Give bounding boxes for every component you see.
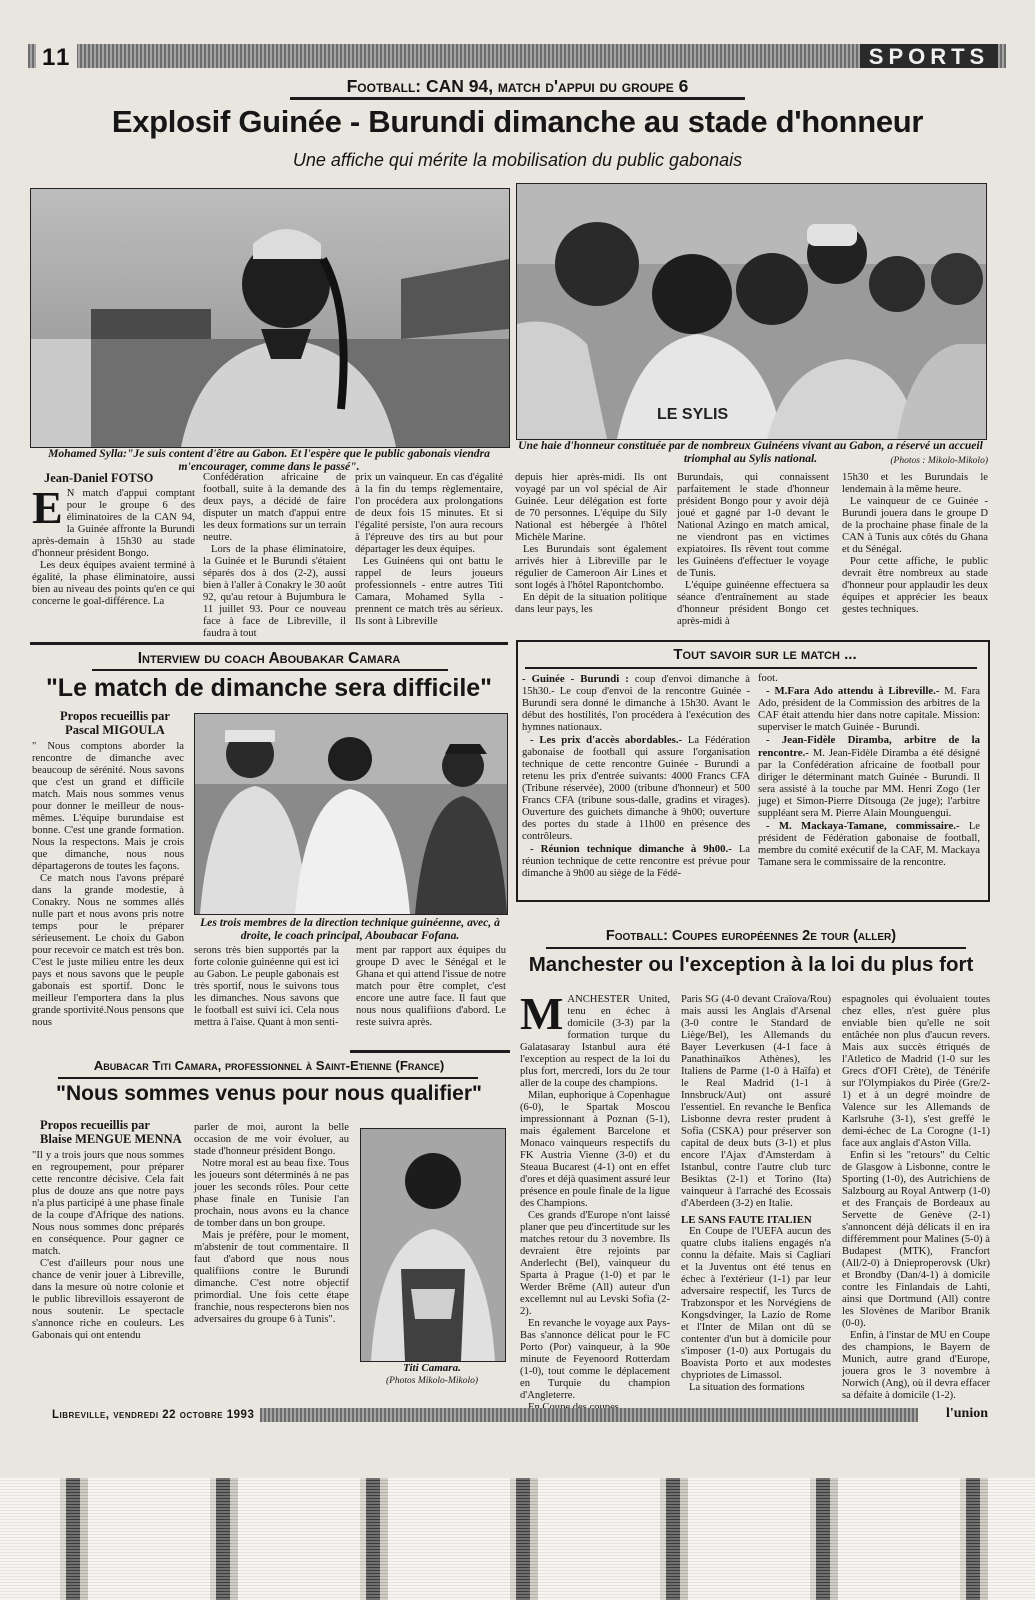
item4-lead: - M.Fara Ado attendu à Libreville.- [766,685,940,697]
photo-scene [195,714,507,914]
europe-col-1-text-b: Milan, euphorique à Copenhague (6-0), le Spartak Moscou impressionnant à Poznan (5-1), mais également Barcelone et Monaco vainqueurs respectifs du FK Austria Vienne (3-0) et du Steaua Bucarest (4-1) ont en effet d'ores et déjà quasiment assuré leur présence en poule finale de la ligue des Champions. [520,1090,670,1209]
coach-col-1 [32,741,184,1049]
titi-col-2-text-c: Mais je préfère, pour le moment, m'abstenir de tout commentaire. Il faut d'abord que nous nous qualifiions contre le Burundi dimanche. C'est notre objectif primordial. Une fois cette étape franchie, nous respecterons bien nos adversaires du groupe 6 à Tunis". [194,1230,349,1325]
divider-left [30,642,508,645]
main-col-3-text-b: Les Guinéens qui ont battu le rappel de leurs joueurs professionnels - entre autres Titi Camara, Mohamed Sylla - prennent ce match très au sérieux. Ils sont à Libreville [355,556,503,627]
coach-col-3-text: ment par rapport aux équipes du groupe D avec le Sénégal et le Ghana et qui attend l'issue de notre match pour être complet, c'est encore une autre face. Il faut que nous nous qualifiions d'abord. Le reste suivra après. [356,945,506,1028]
coach-end-rule [350,1050,510,1053]
coach-byline-label: Propos recueillis par [60,709,170,723]
item5-text: M. Jean-Fidèle Diramba a été désigné par la Confédération africaine de football pour diriger le déterminant match Guinée - Burundi. Il sera assisté à la touche par MM. Henri Zogo (1er juge) et Simon-Pierre Ditsouga (2e juge); l'arbitre suppléant sera M. Pierre Alain Mounguengui. [758,748,980,819]
europe-col-2-text: Paris SG (4-0 devant Craïova/Rou) mais aussi les Anglais d'Arsenal (3-0 contre le Standard de Liège/Bel), les Allemands du Bayer Leverkusen (4-1 face à Panathinaïkos Athènes), les Italiens de Parme (1-0 à Haïfa) et le Real Madrid (1-1 à Innsbruck/Aut) ont assuré l'essentiel. En revanche le Benfica Lisbonne devra rester prudent à Sofia (CSKA) pour préserver son capital de deux buts (3-1) et plus encore l'Ajax d'Amsterdam à Istanbul, contre l'autre club turc Besiktas (2-1) et Torino (Ita) vainqueur à l'arraché des Ecossais d'Aberdeen (3-2) en Italie. [681,994,831,1209]
europe-col-1-text-d: En revanche le voyage aux Pays-Bas s'annonce délicat pour le FC Porto (Por) vainqueur, à la 90e minute de Feyenoord Rotterdam (1-0), tout comme le déplacement en Turquie du champion d'Angleterre. [520,1318,670,1401]
titi-col-1-text: "Il y a trois jours que nous sommes en regroupement, pour préparer cette rencontre décisive. Cela fait plus de douze ans que notre pays n'a plus participé à une phase finale de la coupe d'Afrique des nations. Nous nous sommes donc préparés en conséquence. Pour gagner ce match. [32,1150,184,1257]
main-col-5-text: Burundais, qui connaissent parfaitement le stade d'honneur président Bongo pour y avoir déjà joué et gagné par 1-0 devant le National Azingo en match amical, ne viendront pas en victimes expiatoires. Ils rêvent tout comme les Guinéens d'effectuer le voyage de Tunis. [677,472,829,579]
coach-col-2-text: serons très bien supportés par la forte colonie guinéenne qui est ici au Gabon. Le peuple gabonais est très sportif, nous le suivons tous les dimanches. Nous savons que le football est suivi ici. Cela nous mettra à l'aise. Quant à mon senti- [194,945,339,1028]
titi-kicker-underline [58,1077,478,1079]
main-col-4-text: depuis hier après-midi. Ils ont voyagé par un vol spécial de Air Guinée. Leur délégation est forte de 70 personnes. L'équipe du Sily National est hébergée à l'hôtel Michèle Marine. [515,472,667,543]
europe-col-2-subhead: LE SANS FAUTE ITALIEN [681,1214,812,1226]
europe-col-3 [842,994,990,1401]
item6-text: Le président de Fédération gabonaise de football, membre du comité exécutif de la CAF, M. Mackaya Tamane sera le commissaire de la rencontre. [758,821,981,868]
main-col-2 [203,472,346,638]
titi-title: "Nous sommes venus pour nous qualifier" [56,1082,482,1105]
europe-col-1-text: ANCHESTER United, tenu en échec à domicile (3-3) par la formation turque du Galatasaray Istanbul aura été l'exception au respect de la loi du plus fort, mercredi, lors du 2e tour aller de la coupe des champions. [520,994,670,1089]
europe-col-3-text-b: Enfin si les "retours" du Celtic de Glasgow à Lisbonne, contre le Sporting (1-0), des Autrichiens de Salzbourg au Royal Antwerp (1-0) et des Français de Bordeaux au Servette de Genève (2-1) s'annoncent déjà délicats il en ira différemment pour Malines (5-0) à Budapest (MTK), Francfort (All/2-0) à Dnieproperovsk (Ukr) et Brondby (Dan/4-1) à domicile contre les Finlandais de Lahti, ainsi que Dortmund (All) contre les Slovènes de Maribor Branik (0-0). [842,1150,990,1329]
titi-photo-caption: Titi Camara. [403,1362,461,1374]
coach-col-3 [356,945,506,1053]
main-col-1 [32,482,195,638]
main-col-3 [355,472,503,638]
item1-text: coup d'envoi dimanche à 15h30.- Le coup d'envoi de la rencontre Guinée - Burundi sera donné le dimanche à 15h30. Avant le début des hostilités, l'on procédera à l'exécution des hymnes nationaux. [522,674,751,733]
titi-photo-credit: (Photos Mikolo-Mikolo) [385,1376,479,1386]
europe-col-3-text: espagnoles qui évoluaient toutes chez elles, n'est guère plus enviable bien qu'elle ne soit entâchée non plus d'aucun revers. Mais aux succès étriqués de l'Atletico de Madrid (1-0 sur les Grecs d'OFI Crète), de Ténérife sur l'Olympiakos du Pirée (Gre/2-1) et à un degré moindre de Valence sur les Allemands de Karlsruhe (3-1), s'est greffé le demi-échec de La Corogne (1-1) face aux anglais d'Aston Villa. [842,994,990,1149]
photo-credit-main: (Photos : Mikolo-Mikolo) [890,456,988,466]
main-col-2-text-b: Lors de la phase éliminatoire, la Guinée et le Burundi s'étaient séparés dos à dos (2-2), aussi bien à l'aller à Conakry le 30 août 92, qu'au retour à Bujumbura le 11 juillet 93. Pour ce nouveau face à face de Libreville, il faudra à tout [203,544,346,639]
item1-lead: - Guinée - Burundi : [522,673,629,685]
europe-col-3-text-c: Enfin, à l'instar de MU en Coupe des champions, le Bayern de Munich, autre grand d'Europe, jouera gros le 3 novembre à Norwich (Ang), où il devra effacer sa défaite à domicile (1-2). [842,1330,990,1401]
coach-kicker: Interview du coach Aboubakar Camara [137,650,401,667]
shirt-text: LE SYLIS [657,406,729,423]
titi-col-2-text-b: Notre moral est au beau fixe. Tous les joueurs sont déterminés à ne pas jouer les seconds rôles. Pour cette phase finale en Tunisie l'an prochain, nous avons eu la chance de tomber dans un bon groupe. [194,1158,349,1229]
tout-savoir-rule [525,667,977,669]
photo-scene [517,184,986,439]
coach-col-1-text-b: Ce match nous l'avons préparé dans la grande modestie, à Conakry. Nous ne sommes allés nulle part et nous avons pris notre temps pour le préparer sérieusement. Le choix du Gabon pour recevoir ce match est très bon. C'est le juste milieu entre les deux pays et nous savons que le peuple gabonais est sportif. Donc le meilleur l'emportera dans la plus grande sportivité.Nous pensons que nous [32,873,184,1028]
item2-text: La Fédération gabonaise de football qui assure l'organisation technique de cette rencontre Guinée - Burundi a retenu les prix d'entrée suivants: 4000 Francs CFA (Tribune réservée), 2000 (tribune d'honneur) et 500 Francs CFA (tribune sous-dalle, gradins et virages). Ouverture des guichets dimanche à 9h00; ouverture des portes du stade à 11h00 en présence des contrôleurs. [522,735,751,842]
titi-byline-name: Blaise MENGUE MENNA [40,1132,182,1146]
footer-paper-name: l'union [918,1405,988,1423]
item3-lead: - Réunion technique dimanche à 9h00.- [530,843,732,855]
titi-byline-label: Propos recueillis par [40,1118,150,1132]
europe-title: Manchester ou l'exception à la loi du plus fort [528,953,974,976]
photo-haie-honneur [516,183,987,440]
main-col-1-text: N match d'appui comptant pour le groupe 6 des éliminatoires de la CAN 94, la Guinée affronte la Burundi après-demain à 15h30 au stade d'honneur président Bongo. [32,488,195,559]
tout-savoir-title: Tout savoir sur le match ... [673,646,857,663]
footer-dateline: Libreville, vendredi 22 octobre 1993 [52,1405,260,1423]
main-col-2-text: Confédération africaine de football, suite à la demande des deux pays, a décidé de faire disputer un match d'appui entre les deux formations sur un terrain neutre. [203,472,346,543]
tout-savoir-col-2 [758,673,980,893]
section-label: SPORTS [860,44,998,68]
coach-col-1-text: " Nous comptons aborder la rencontre de dimanche avec beaucoup de sérénité. Nous savons que c'est un grand et difficile match. Mais nous sommes venus pour donner le meilleur de nous-mêmes. L'équipe burundaise est bonne. C'est une grande formation. Nous la respectons. Mais je crois que dimanche, nous nous départagerons de toutes les façons. [32,741,184,872]
europe-dropcap: M [520,988,564,1039]
dropcap: E [32,482,63,533]
coach-photo-caption: Les trois membres de la direction technique guinéenne, avec, à droite, le coach principal, Aboubacar Fofana. [200,916,500,942]
item4-text: M. Fara Ado, président de la Commission des arbitres de la CAF était attendu hier dans notre capitale. Mission: superviser le match Guinée - Burundi. [758,686,980,733]
titi-col-1-text-b: C'est d'ailleurs pour nous une chance de venir jouer à Libreville, dans la mesure où notre colonie et le public librevillois essayeront de nous soutenir. Le spectacle s'annonce riche en couleurs. Les Gabonais qui ont entendu [32,1258,184,1341]
main-col-6-text: 15h30 et les Burundais le lendemain à la même heure. [842,472,988,495]
main-col-3-text: prix un vainqueur. En cas d'égalité à la fin du temps règlementaire, l'on procédera aux prolongations de deux fois 15 minutes. Et si l'égalité persiste, l'on aura recours à l'épreuve des tirs au but pour départager les deux équipes. [355,472,503,555]
main-subtitle: Une affiche qui mérite la mobilisation du public gabonais [292,150,743,170]
titi-col-2-text: parler de moi, auront la belle occasion de me voir évoluer, au stade d'honneur président Bongo. [194,1122,349,1157]
photo-left-caption: Mohamed Sylla:"Je suis content d'être au Gabon. Et l'espère que le public gabonais viendra m'encourager, comme dans le passé". [48,447,490,473]
item3-text: La réunion technique de cette rencontre est prévue pour dimanche à 9h00 au siège de la Fédé- [522,844,750,879]
item2-lead: - Les prix d'accès abordables.- [530,734,683,746]
item6-lead: - M. Mackaya-Tamane, commissaire.- [766,820,960,832]
item5-lead: - Jean-Fidèle Diramba, arbitre de la rencontre.- [758,734,980,759]
titi-col-2 [194,1122,349,1394]
main-col-5-text-b: L'équipe guinéenne effectuera sa séance d'entraînement au stade d'honneur président Bongo cet après-midi à [677,580,829,627]
main-col-6-text-b: Le vainqueur de ce Guinée - Burundi jouera dans le groupe D de la prochaine phase finale de la CAN à Tunis aux côtés du Ghana et du Sénégal. [842,496,988,555]
photo-titi-camara [360,1128,506,1362]
photo-scene [31,189,509,447]
scan-noise [0,1478,1035,1600]
europe-kicker: Football: Coupes européennes 2e tour (aller) [605,928,897,944]
photo-scene [361,1129,505,1361]
photo-right-caption: Une haie d'honneur constituée par de nombreux Guinéens vivant au Gabon, a réservé un accueil triomphal au Sylis national. [518,439,983,465]
coach-col-2 [194,945,339,1053]
europe-col-1 [520,988,670,1401]
main-col-5 [677,472,829,638]
europe-col-2 [681,994,831,1398]
europe-kicker-underline [546,947,966,949]
photo-mohamed-sylla [30,188,510,448]
europe-col-2-text-c: La situation des formations [689,1382,805,1393]
europe-col-2-text-b: En Coupe de l'UEFA aucun des quatre clubs italiens engagés n'a connu la défaite. Mais si Cagliari et la Juventus ont été tenus en échec à l'extérieur (1-1) par leur adversaire respectif, les Turcs de Trabzonspor et les Norvégiens de Kongsdvinger, la Lazio de Rome et l'Inter de Milan ont dû se contenter d'un but à domicile pour s'imposer (1-0) aux Portugais du Boavista Porto et aux modestes chypriotes de Limassol. [681,1226,831,1381]
main-col-6-text-c: Pour cette affiche, le public devrait être nombreux au stade d'honneur pour applaudir les deux équipes et apprécier les beaux gestes techniques. [842,556,988,615]
kicker-underline [290,97,745,100]
photo-direction-technique [194,713,508,915]
main-col-6 [842,472,988,638]
main-col-1-text-b: Les deux équipes avaient terminé à égalité, la phase éliminatoire, aussi bien au niveau des points qu'en ce qui concerne le goal-différence. La [32,560,195,607]
titi-col-1 [32,1150,184,1396]
page-number: 11 [36,44,77,68]
main-col-4-text-b: Les Burundais sont également arrivés hier à Libreville par le régulier de Cameroon Air Lines et sont logés à l'hôtel Rapontchombo. [515,544,667,591]
item3-text-b: foot. [758,673,778,684]
main-kicker: Football: CAN 94, match d'appui du groupe 6 [346,76,689,96]
main-headline: Explosif Guinée - Burundi dimanche au stade d'honneur [111,104,924,139]
coach-kicker-underline [92,669,448,671]
coach-title: "Le match de dimanche sera difficile" [45,674,493,702]
europe-col-1-text-c: Ces grands d'Europe n'ont laissé planer que peu d'incertitude sur les matches retour du 3 novembre. Ils devraient être rejoints par Anderlecht (Bel), vainqueur du Sparta à Prague (1-0) et par le Werder Brême (All) auteur d'un excellemnt nul au Levski Sofia (2-2). [520,1210,670,1317]
coach-byline-name: Pascal MIGOULA [65,723,165,737]
main-col-4 [515,472,667,638]
titi-kicker: Abubacar Titi Camara, professionnel à Saint-Etienne (France) [93,1058,445,1073]
tout-savoir-col-1 [522,673,750,893]
main-author: Jean-Daniel FOTSO [44,471,154,485]
main-col-4-text-c: En dépit de la situation politique dans leur pays, les [515,592,667,615]
